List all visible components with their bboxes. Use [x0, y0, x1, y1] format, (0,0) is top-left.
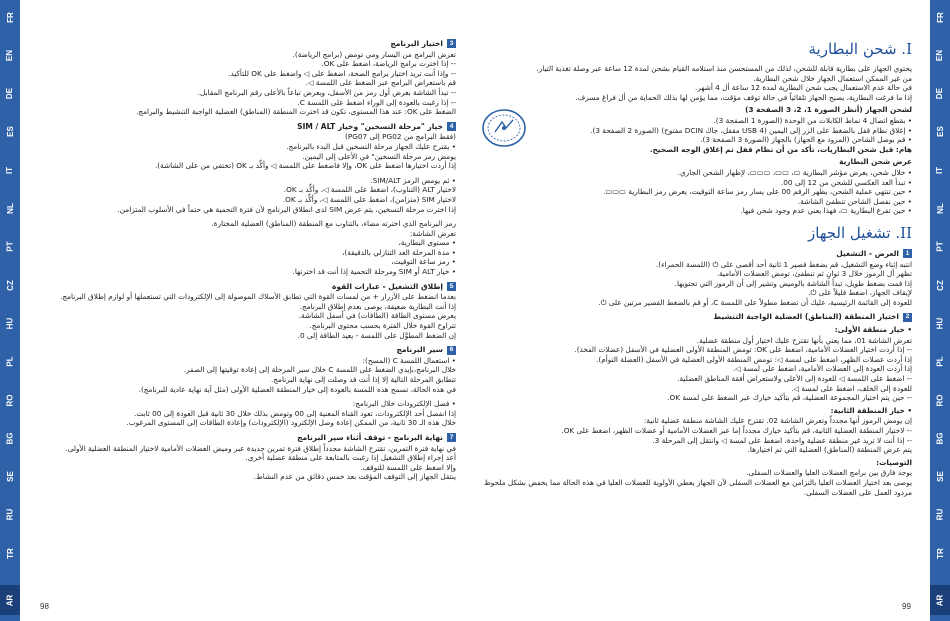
lang-tab-en-left[interactable]: EN	[5, 49, 15, 61]
first-zone-choice: • خيار منطقة الأولى:	[834, 325, 912, 335]
left-section-body-5	[30, 292, 456, 340]
recommendations-title: التوصيات:	[876, 457, 912, 467]
lang-tab-tr-left[interactable]: TR	[5, 547, 15, 559]
lang-tab-de-right[interactable]: DE	[935, 88, 945, 100]
lang-tab-pt-left[interactable]: PT	[5, 241, 15, 252]
text-line: • رمز ساعة التوقيت،	[391, 257, 456, 267]
lang-tab-cz-right[interactable]: CZ	[935, 279, 945, 291]
lang-tab-bg-left[interactable]: BG	[5, 432, 15, 445]
section-number-5: 5	[447, 282, 456, 291]
language-tabs-left	[0, 0, 20, 621]
text-line: خلال هذه الـ 30 ثانية، من الممكن إعادة وصل الإلكترود (الإلكترودات) وإعادة الطاقات إلى المستوى المرغوب.	[126, 418, 456, 428]
text-line: إذا انفصل أحد الإلكترودات، تعود القناة المعنية إلى 00 وتومض بذلك خلال 30 ثانية قبل العودة إلى 00 ثابت.	[134, 408, 456, 418]
text-line: -- إذا اخترت برامج الرياضة، اضغط على OK.	[321, 59, 456, 69]
lang-tab-bg-right[interactable]: BG	[935, 432, 945, 445]
text-line: لاختيار SIM (متزامن)، اضغط على اللمسة ◁، وأكِّد بـ OK.	[282, 194, 456, 204]
lang-tab-ar-right[interactable]: AR	[930, 585, 950, 615]
section-2-label: اختيار المنطقة (المناطق) العضلية الواجبة التنشيط	[713, 312, 899, 322]
right-page-column	[480, 34, 912, 497]
section-1-body	[480, 260, 912, 308]
page-98	[24, 0, 469, 621]
lang-tab-it-right[interactable]: IT	[935, 166, 945, 174]
left-section-label-3: اختيار البرنامج	[390, 39, 443, 48]
text-line: بعدما انضغط على الأزرار + من لمسات القوة التي تطابق الأسلاك الموصولة إلى الإلكترودات التي تستعملها أو لوازم إطلاق البرنامج.	[60, 292, 456, 302]
first-zone-body	[480, 336, 912, 403]
lang-tab-ro-right[interactable]: RO	[935, 394, 945, 406]
left-section-title-5	[30, 282, 456, 292]
lang-tab-pt-right[interactable]: PT	[935, 241, 945, 252]
text-line: • مدة المرحلة العد التنازلي بالدقيقة)،	[342, 247, 456, 257]
page-number-right: 99	[902, 602, 911, 611]
text-line: -- اضغط على اللمسة ◁ للعودة إلى الأعلى ولاستعراض أفقة المناطق العضلية.	[677, 374, 912, 384]
text-line: يتم عرض المنطقة (المناطق) العضلية التي تم اختيارها.	[747, 445, 912, 455]
section-number-7: 7	[447, 433, 456, 442]
text-line: إذا ما فرغت البطارية، يصبح الجهاز تلقائياً في حالة توقف مؤقت، مما يؤمن لها بذلك الحماية من أل فراغ مسرف.	[575, 92, 912, 102]
text-line: • حين تنتهي عملية الشحن، يظهر الرقم 00 على يسار رمز ساعة التوقيت، يعرض رمز البطارية ▭▭▭.	[603, 187, 912, 197]
second-zone-body	[480, 416, 912, 454]
lang-tab-hu-left[interactable]: HU	[5, 317, 15, 330]
lang-tab-nl-right[interactable]: NL	[935, 203, 945, 214]
left-section-title-6	[30, 345, 456, 355]
text-line: الضغط على OK: عند هذا المستوى، تكون قد اخترت المنطقة (المناطق) العضلية الواجبة التنشيط والبرامج.	[136, 107, 456, 117]
text-line: وإلا اضغط على اللمسة للتوقف.	[360, 462, 456, 472]
heading-device-operation: II. تشغيل الجهاز	[808, 223, 912, 242]
left-section-label-7: نهاية البرنامج - توقف أثناء سير البرنامج	[297, 432, 443, 442]
text-line: للعودة إلى الخلف، اضغط على لمسة ◁.	[791, 383, 912, 393]
lang-tab-es-right[interactable]: ES	[935, 126, 945, 138]
left-section-label-4: خيار "مرحلة التسخين" وخيار SIM / ALT	[297, 121, 443, 131]
charge-title: لشحن الجهاز (أنظر الصورة 1، 2، 3 الصفحة 3)	[745, 105, 912, 115]
text-line: • فصل الإلكترودات خلال البرنامج:	[352, 399, 456, 409]
battery-intro	[480, 64, 912, 102]
lang-tab-se-right[interactable]: SE	[935, 471, 945, 482]
section-number-3: 3	[447, 39, 456, 48]
text-line: قم باستعراض البرامج عبر الضغط على اللمسة ◁.	[305, 78, 456, 88]
page-99	[480, 0, 925, 621]
text-line: انتبه إثناء وضع التشغيل، قم بضغط قصير 1 ثانية أحد أقصى على ⏻ (اللمسة الحمراء).	[655, 259, 912, 269]
text-line: • حين تفرغ البطارية ▭، فهذا يعني عدم وجود شحن فيها.	[740, 206, 912, 216]
lang-tab-it-left[interactable]: IT	[5, 166, 15, 174]
text-line: يوصى بعد اختيار العضلات العليا بالتزامن مع العضلات السفلى لأن الجهاز يعطي الأولوية للعضلات العليا في هذه الحالة مما يخفض بشكل ملحوظ مردود العمل على العضلات السفلى.	[484, 477, 912, 497]
text-line: تعرض الشاشة:	[409, 228, 456, 238]
text-line: أعد إجراء إطلاق التشغيل إذا رغبت بالمتابعة على منطقة عضلية أخرى.	[245, 453, 456, 463]
lang-tab-cz-left[interactable]: CZ	[5, 279, 15, 291]
left-section-body-6	[30, 356, 456, 428]
page-number-left: 98	[40, 602, 49, 611]
text-line: -- لاختيار المنطقة العضلية الثانية، قم بتأكيد خيارك مجدداً إما عبر العضلات الأمامية أو عضلات الظهر، اضغط على OK.	[561, 426, 912, 435]
charger-stamp-icon	[480, 106, 528, 150]
heading-battery-charging: I. شحن البطارية	[808, 40, 912, 58]
text-line: رمز البرنامج الذي اخترته مضاء، بالتناوب مع المنطقة (المناطق) العضلية المختارة.	[211, 219, 456, 229]
text-line: • بقطع اتصال 4 نماط الكابلات من الوحدة (الصورة 1 الصفحة 3).	[713, 115, 912, 125]
text-line: تتراوح القوة خلال الفترة بحسب محتوى البرنامج.	[309, 321, 456, 331]
text-line: -- تبدأ الشاشة بعرض أول رمز من الأسفل، ويعرض تباعاً بالأعلى رقم البرنامج المقابل.	[197, 87, 456, 97]
text-line: إذا اخترت مرحلة التسخين، يتم عرض SIM لدى انطلاق البرنامج لأن فترة التحمية هي حتماً في الأسلوب المتزامن.	[117, 204, 456, 214]
text-line: يعرض مستوى الطاقة (الطاقات) في أسفل الشاشة.	[298, 311, 456, 321]
left-section-body-3	[30, 50, 456, 117]
text-line: ينتقل الجهاز إلى التوقف المؤقت بعد خمس دقائق من عدم النشاط.	[253, 472, 456, 482]
text-line: • ثم يومض الرمز SIM/ALT.	[370, 175, 456, 185]
text-line: لإيقاف الجهاز، اضغط قليلاً على ⏻.	[808, 288, 912, 298]
text-line: إن الضغط المطوَّل على اللمسة - يعيد الطاقة إلى 0.	[297, 330, 456, 340]
left-section-body-7	[30, 444, 456, 482]
text-line: • قم بوصل الشاحن (المزود مع الجهاز) بالجهاز (الصورة 3 الصفحة 3).	[700, 135, 912, 145]
section-number-4: 4	[447, 122, 456, 131]
text-line: إذا أنت البطارية ضعيفة، يوصى بعدم إطلاق البرنامج.	[299, 301, 456, 311]
charge-block	[480, 102, 912, 154]
text-line: لاختيار ALT (التناوب)، اضغط على اللمسة ◁، وأكِّد بـ OK.	[283, 185, 456, 195]
recommendations-body	[480, 468, 912, 497]
text-line: -- إذا أردت اختيار العضلات الأمامية، اضغط على OK: تومض المنطقة الأولى العضلية في الأسفل (عضلات الفخذ).	[574, 345, 912, 355]
left-section-body-4	[30, 132, 456, 276]
text-line: تعرض البرامج من اليسار ومي تومض (برامج الرياضة).	[292, 49, 456, 59]
section-number-1: 1	[903, 249, 912, 258]
section-number-6: 6	[447, 346, 456, 355]
text-line: • خيار ALT أو SIM ومرحلة التحمية إذا أنت قد اخترتها.	[292, 267, 456, 277]
lang-tab-es-left[interactable]: ES	[5, 126, 15, 138]
lang-tab-tr-right[interactable]: TR	[935, 547, 945, 559]
text-line: يحتوي الجهاز على بطارية قابلة للشحن، لذلك من المستحسن منذ استلامه القيام بشحن لمدة 12 ساعة عبر وصلة تغذية التيار.	[536, 64, 912, 73]
text-line: • حين نفصل الشاحن تنطفئ الشاشة.	[797, 196, 912, 206]
lang-tab-fr-left[interactable]: FR	[5, 11, 15, 23]
display-charge-title: عرض شحن البطارية	[839, 157, 912, 167]
left-section-label-6: سير البرنامج	[396, 345, 443, 355]
lang-tab-ru-left[interactable]: RU	[5, 509, 15, 521]
text-line: إن يومض الرموز أنها مجدداً وتعرض الشاشة 02. تقترح عليك الشاشة منطقة عضلية ثانية:	[643, 416, 912, 426]
lang-tab-pl-right[interactable]: PL	[935, 356, 945, 367]
section-number-2: 2	[903, 313, 912, 322]
text-line: يومض رمز مرحلة التسخين" في الأعلى إلى اليمين.	[302, 151, 456, 161]
charge-steps	[528, 116, 912, 154]
text-line: • تبدأ العد العكسي للشحن من 12 إلى 00.	[780, 177, 912, 187]
text-line: هام: قبل شحن البطاريات، تأكد من أن نظام قفل تم إغلاق الوجه الصحيح.	[649, 144, 912, 154]
language-tabs-right	[930, 0, 950, 621]
text-line: إذا قمت بضغط طويل، تبدأ الشاشة بالوميض وتشير إلى أن الرموز التي تحتويها.	[674, 278, 912, 288]
display-charge-lines	[480, 168, 912, 216]
section-2-title	[480, 312, 912, 322]
text-line: إذا أردت العودة إلى العضلات الأمامية، اضغط على لمسة ◁.	[732, 364, 912, 374]
left-section-label-5: إطلاق التشغيل - عبارات القوة	[331, 281, 443, 291]
second-zone-choice: • خيار المنطقة الثانية:	[830, 405, 912, 415]
lang-tab-hu-right[interactable]: HU	[935, 317, 945, 330]
text-line: • إغلاق نظام قفل بالضغط على الزر إلى اليمين (4 USB مقفل، جاك DCIN مفتوح) (الصورة 2 الصفحة 3).	[590, 125, 912, 135]
text-line: -- وإذا أنت تريد اختيار برامج الصحة، اضغط على ◁ واضغط على OK للتأكيد.	[228, 68, 456, 78]
lang-tab-fr-right[interactable]: FR	[935, 11, 945, 23]
left-page-column	[30, 34, 456, 482]
lang-tab-nl-left[interactable]: NL	[5, 203, 15, 214]
lang-tab-pl-left[interactable]: PL	[5, 356, 15, 367]
left-section-title-3	[30, 39, 456, 49]
text-line: يوجد فارق بين برامج العضلات العليا والعضلات السفلى.	[746, 468, 912, 478]
lang-tab-ar-left[interactable]: AR	[0, 585, 20, 615]
text-line: في هذه الحالة، تسمح هذه اللمسة بالعودة إلى خيار المنطقة العضلية الأولى (مثل آية نهاية عادية للبرنامج).	[138, 384, 456, 394]
left-section-title-4	[30, 122, 456, 132]
lang-tab-de-left[interactable]: DE	[5, 88, 15, 100]
section-1-title	[480, 249, 912, 259]
section-1-label: العرض - التشغيل	[836, 248, 899, 258]
text-line: خلال البرنامج،بإيدي الضغط على اللمسة C خلال سير المرحلة إلى إعادة توقيتها إلى الصفر.	[183, 365, 456, 375]
text-line: إذا أردت اختيارها اضغط على OK، وإلا فاضغط على اللمسة ◁ وأكِّد بـ OK (تختفي من على الشاشة).	[154, 161, 456, 171]
text-line: • يقترح عليك الجهاز مرحلة التسخين قبل البدء بالبرنامج.	[286, 141, 456, 151]
text-line: -- إذا أنت لا تريد غير منطقة عضلية واحدة، اضغط على لمسة ◁ وانتقل إلى المرحلة 3.	[652, 435, 912, 445]
text-line: إذا أردت عضلات الظهر، اضغط على لمسة ◁: تومض المنطقة الأولى العضلية في الأسفل (العضلة التوأم).	[596, 354, 912, 364]
text-line: في حالة عدم الاستعمال يجب شحن البطارية لمدة 12 ساعة أل 4 أشهر.	[695, 83, 912, 93]
lang-tab-se-left[interactable]: SE	[5, 471, 15, 482]
text-line: (فقط البرامج من PG02 إلى PG07)	[344, 132, 456, 142]
lang-tab-en-right[interactable]: EN	[935, 49, 945, 61]
left-section-title-7	[30, 433, 456, 443]
text-line: • مستوى البطارية،	[398, 238, 456, 248]
text-line: من غير الممكن استعمال الجهاز خلال شحن البطارية.	[753, 73, 912, 83]
text-line: -- إذا رغبت بالعودة إلى الوراء اضغط على اللمسة C.	[297, 97, 456, 107]
text-line: -- حين يتم اختيار المجموعة العضلية، قم بتأكيد خيارك عبر الضغط على لمسة OK.	[667, 393, 912, 403]
text-line: • استعمال اللمسة C (المسح):	[362, 355, 456, 365]
text-line: في نهاية فترة التمرين، تقترح الشاشة مجدداً إطلاق فترة تمرين جديدة عبر وميض العضلات الأمامية لاختيار المنطقة العضلية الأولى.	[65, 443, 456, 453]
text-line: تتطابق المرحلة التالية إلا إذا أنت قد وصلت إلى نهاية البرنامج.	[271, 375, 456, 384]
lang-tab-ro-left[interactable]: RO	[5, 394, 15, 406]
text-line: • خلال شحن، يعرض مؤشر البطارية ▭، ▭▭، ▭▭▭، لإظهار الشحن الجاري.	[677, 167, 912, 177]
text-line: للعودة إلى القائمة الرئيسية، عليك أن تضغط مطولاً على اللمسة C، أو قم بالضغط القصير مرتين على ⏻.	[598, 297, 912, 307]
text-line: تظهر أل الرموز خلال 3 ثوانٍ ثم تنطفئ، تومض العضلات الأمامية.	[716, 269, 912, 279]
lang-tab-ru-right[interactable]: RU	[935, 509, 945, 521]
text-line: تعرض الشاشة 01، مما يعني بأنها تقترح عليك اختيار أول منطقة عضلية.	[696, 335, 912, 345]
